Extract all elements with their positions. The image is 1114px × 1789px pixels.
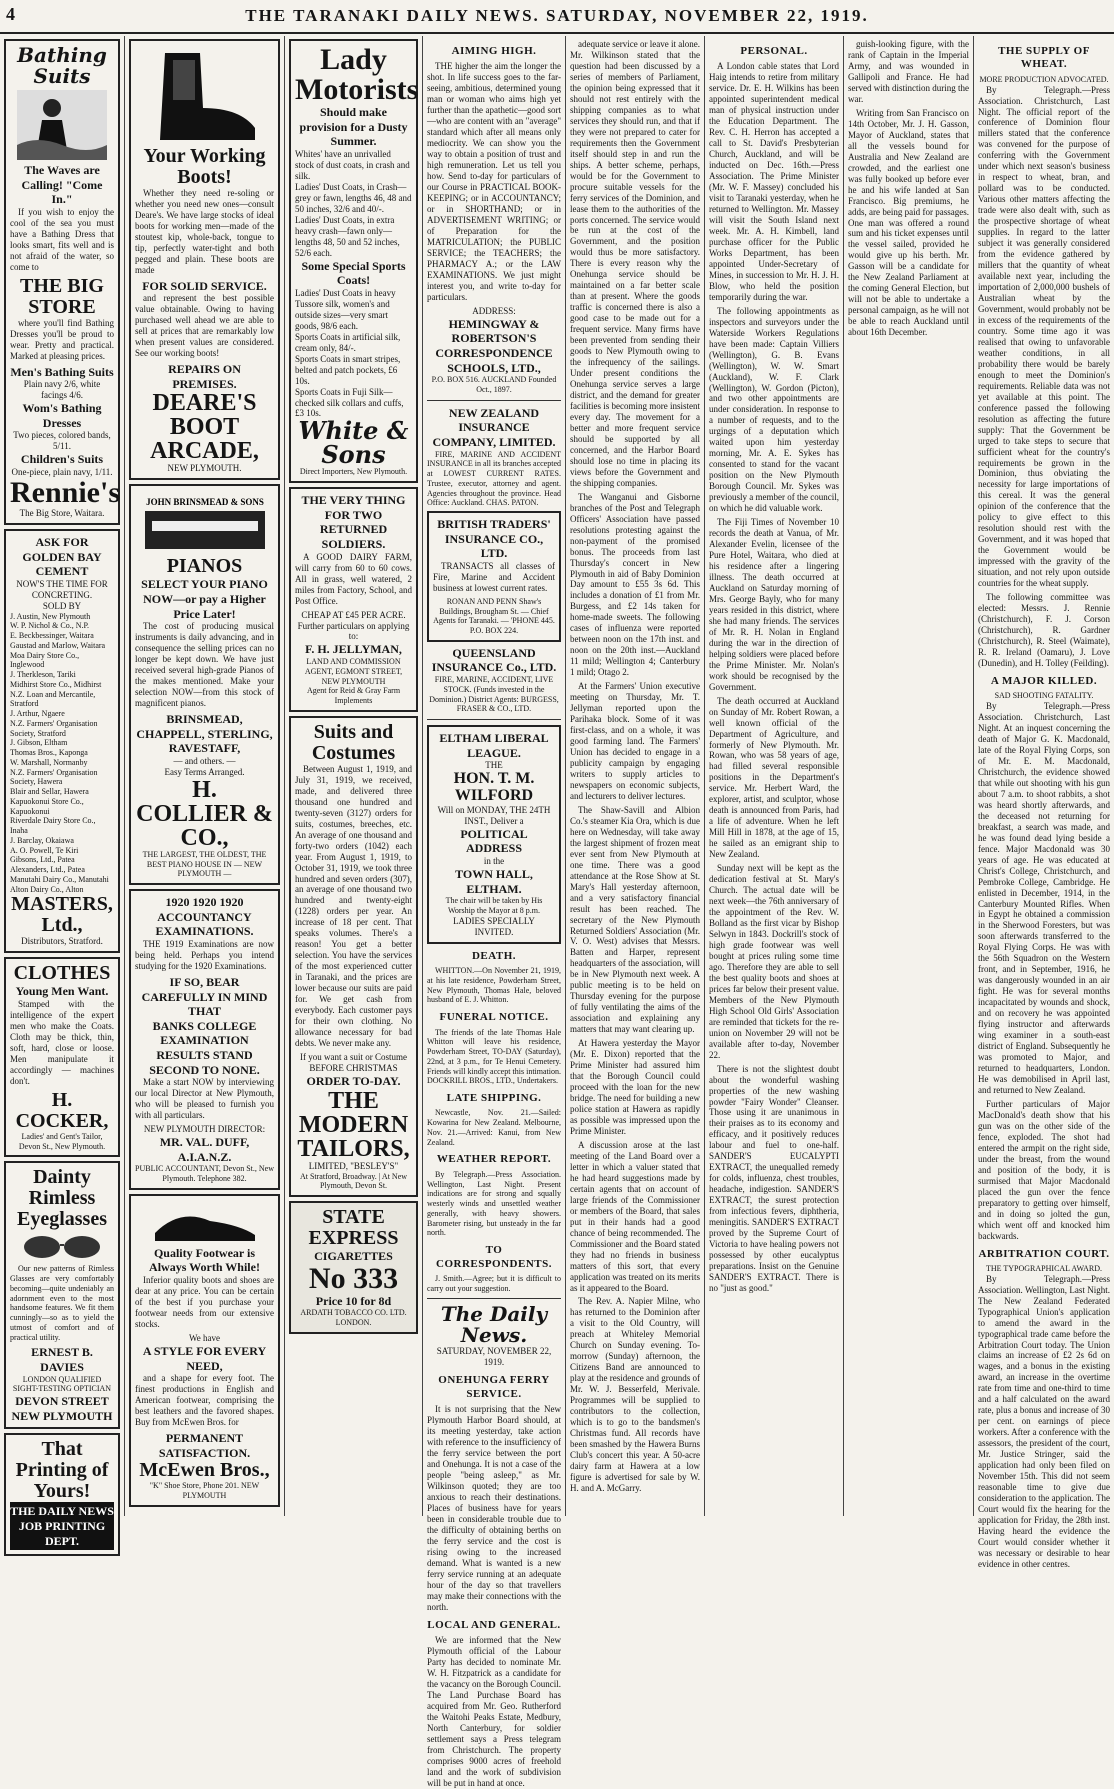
dust-coat-item: Whites' have an unrivalled stock of dust coats, in crash and silk. [295,148,410,181]
boots-solid: FOR SOLID SERVICE. [142,278,267,293]
correspondents-body: J. Smith.—Agree; but it is difficult to carry out your suggestion. [427,1273,561,1293]
cement-agent: Gaustad and Marlow, Waitara [10,640,106,650]
cement-agent: N.Z. Loan and Mercantile, Stratford [10,689,96,709]
modern-tailors-sub: LIMITED, "BESLEY'S" [308,1160,399,1171]
masters-brand: MASTERS, Ltd., [11,893,113,937]
farm-heading: THE VERY THING FOR TWO RETURNED SOLDIERS. [301,493,406,552]
suits-order: ORDER TO-DAY. [306,1073,401,1088]
cement-agent: Thomas Bros., Kaponga [10,748,88,758]
lady-heading: Lady Motorists [295,43,419,106]
cement-agent: Midhirst Store Co., Midhirst [10,679,102,689]
weather-heading: WEATHER REPORT. [436,1153,552,1166]
eltham-the: THE [485,760,503,771]
cocker-brand: H. COCKER, [15,1088,109,1132]
clothes-ad [4,957,120,1157]
lady-items-2 [295,288,412,420]
eyeglasses-icon [17,1233,107,1261]
cement-agent: Moa Dairy Store Co., Inglewood [10,650,80,670]
cement-agent: W. P. Nichol & Co., N.P. [10,621,90,631]
cocker-sub: Ladies' and Gent's Tailor, Devon St., New Plymouth. [18,1131,106,1151]
personal-body-5: Sunday next will be kept as the dedication festival at St. Mary's Church. The actual date will be next week—the 76th anniversary of the appointment of the Rev. W. Bolland as the first vicar by Bishop Selwyn in 1843. Dockrill's stock of high grade footwear was well bought at prices ruling some time ago. Therefore they are able to sell the best quality boots and shoes at prices far below their present value. Members of the New Plymouth High School Old Girls' Association are reminded that tickets for the re-union on November 29 will not be available after to-day, November 22. [709,863,839,1060]
cement-agent: Riverdale Dairy Store Co., Inaha [10,816,96,836]
cement-agent: Alexanders, Ltd., Patea [10,865,85,875]
ferry-continued: adequate service or leave it alone. Mr. Wilkinson stated that the question had been discussed by a series of members of Parliament, the opinion being expressed that it should not rest entirely with the shipping companies as to what services they should run, and that if they were not prepared to cater for requirements then the Government itself should step in and run the ships. A better scheme, perhaps, would be for the Government to procure suitable vessels for the ferry services of the Dominion, and lease them to the authorities of the ports concerned. The service would be run at the cost of the Government, and the position would thus be more satisfactory. There is every reason why the Onehunga service should be maintained on a far better scale than at present. Where the goods traffic is concerned there is also a good case to be made out for a frequent service. Many firms have been prevented from sending their goods to New Plymouth owing to the infrequency of the sailings. Under present conditions the Onehunga service serves a large district, and the demand for greater facilities is becoming more insistent every day. The movement for a better and more frequent service should be supported by all concerned, and the Harbor Board should lose no time in placing its views before the Government and the shipping companies. [570,39,700,488]
aiming-high-body: THE higher the aim the longer the shot. In life success goes to the far-seeing, ambitious, determined young man or woman who aims high yet further than the apathetic—good sort—who are content with an "average" standard which after all means only mediocrity. We can show you the way to obtain a position of trust and high remuneration. Let us tell you how. Send to-day for particulars of our Course in PRACTICAL BOOK-KEEPING; or in ACCOUNTANCY; or in SHORTHAND; or in ADVERTISEMENT WRITING; or of Preparation for the MATRICULATION; the PUBLIC SERVICE; the TEACHERS; the PHARMACY A.; or the LAW EXAMINATIONS. We just might interest you, and write to-day for particulars. [427,61,561,302]
cement-agent: Gibsons, Ltd., Patea [10,855,75,865]
jellyman-sub: LAND AND COMMISSION AGENT, EGMONT STREET, NEW PLYMOUTH [304,657,403,686]
major-killed-body-2: Further particulars of Major MacDonald's death show that his gun was on the other side of the fence, exploded. The shot had entered the armpit on the right side, under the breast, from the wound and position of the body, it is surmised that Major Macdonald placed the gun over the fence preparatory to getting over himself, and in doing so jolted the gun, which went off and knocked him backwards. [978,1098,1110,1241]
collier-sub: THE LARGEST, THE OLDEST, THE BEST PIANO HOUSE IN — NEW PLYMOUTH — [142,849,267,879]
cement-agent: W. Marshall, Normanby [10,757,88,767]
column-4 [423,36,566,1788]
shipping-body: Newcastle, Nov. 21.—Sailed: Kowarina for New Zealand. Melbourne, Nov. 21.—Arrived: Kanui, from New Zealand. [427,1108,561,1147]
arbitration-continued: Writing from San Francisco on 14th October, Mr. J. H. Gasson, Mayor of Auckland, states that all the vessels bound for Australia and New Zealand are crowded, and the earliest one was fully booked up before ever he and his wife landed at San Francisco. Big premiums, he adds, are being paid for passages. One man was offered a round sum and his ticket expenses until the vessel sailed, provided he would give up his berth. Mr. Gasson will be a candidate for the New Zealand Parliament at the coming General Election, but will not be able to undertake a personal campaign, as he will not be able to reach Auckland until about 16th December. [848,107,969,338]
mcewen-brand: McEwen Bros., [139,1459,270,1482]
suits-heading: Suits and Costumes [311,720,396,764]
nz-insurance-heading: NEW ZEALAND INSURANCE COMPANY, LIMITED. [432,405,556,449]
footwear-style: A STYLE FOR EVERY NEED, [142,1343,267,1373]
masters-sub: Distributors, Stratford. [21,936,103,947]
arbitration-body: By Telegraph.—Press Association. Wellington, Last Night. The New Zealand Federated Typographical Union's application to amend the award in the typographical trade came before the Arbitration Court today. The Union claims an increase of £2 2s 6d on wages, and a bonus in the existing award, an increase in the overtime rate from time and one-third to time and a half calculated on the award rate, plus a bonus and increase of 30 per cent. on earnings of piece workers. After a conference with the assessors, the president of the court, Mr. Justice Stringer, said the application had only been filed on November 15th. This did not seem reasonable time to give due consideration to the application. The Court would fix the hearing for the application for Friday, the 28th inst. Having heard the evidence the Court would consider whether it was necessary or desirable to hear evidence in other centres. [978,1273,1110,1569]
piano-illustration-icon [140,493,270,553]
cement-agent: J. Gibson, Eltham [10,738,68,748]
pianos-others: — and others. — [173,755,236,766]
newspaper-title: THE TARANAKI DAILY NEWS. SATURDAY, NOVEMBER 22, 1919. [245,6,869,25]
womens-dresses-body: Two pieces, colored bands, 5/11. [13,430,111,452]
bathing-suits-ad [4,39,120,525]
editorial-date: SATURDAY, NOVEMBER 22, 1919. [436,1346,552,1368]
masthead [0,0,1114,34]
state-express-maker: ARDATH TOBACCO CO. LTD. LONDON. [300,1308,407,1328]
womens-dresses-title: Wom's Bathing Dresses [22,401,102,430]
eltham-name: HON. T. M. WILFORD [453,770,535,805]
boots-heading: Your Working Boots! [143,145,266,188]
eyeglasses-body: Our new patterns of Rimless Glasses are very comfortably becoming—quite undeniably an adornment even to the most handsome features. We fit them cunningly—so as to yield the utmost of comfort and of practical utility. [10,1264,114,1342]
bathing-heading: Bathing Suits [17,43,107,88]
davies-sub: LONDON QUALIFIED SIGHT-TESTING OPTICIAN [12,1374,112,1394]
death-heading: DEATH. [471,949,517,962]
personal-heading: PERSONAL. [740,45,808,57]
mens-suits-body: Plain navy 2/6, white facings 4/6. [23,379,101,401]
eltham-liberal-ad [427,725,561,944]
footwear-body: Inferior quality boots and shoes are dear at any price. You can be certain of the best if you purchase your footwear needs from our extensive stocks. [135,1275,274,1329]
farm-apply: Further particulars on applying to: [297,620,410,642]
eyeglasses-heading: Dainty Rimless Eyeglasses [17,1166,107,1231]
lady-items [295,149,412,259]
british-traders-agents: RONAN AND PENN Shaw's Buildings, Brougham St. — Chief Agents for Taranaki. — 'PHONE 445. P.O. BOX 224. [433,596,555,636]
mens-suits-title: Men's Bathing Suits [10,364,114,379]
bathing-body: If you wish to enjoy the cool of the sea you must have a Bathing Dress that looks smart, fits well and is not afraid of the water, so come to [10,206,114,272]
footwear-we-have: We have [188,1332,220,1343]
big-store-body: where you'll find Bathing Dresses you'll be proud to wear. Pretty and practical. Marked at pleasing prices. [10,317,114,361]
cement-product: GOLDEN BAY CEMENT [22,549,102,579]
boots-repairs: REPAIRS ON PREMISES. [168,362,241,391]
arbitration-sub: THE TYPOGRAPHICAL AWARD. [985,1263,1103,1273]
personal-body-6: There is not the slightest doubt about the wonderful washing properties of the new washing powder "Fairy Wonder" Cleanser. Those using it are unanimous in their praises as to its economy and efficacy, and it positively reduces labour and fuel to one-half. SANDER'S EUCALYPTI EXTRACT, the unequalled remedy for colds, influenza, chest troubles, headache, indigestion. SANDER'S EXTRACT, the surest protection from infectious fevers, diphtheria, meningitis. SANDER'S EXTRACT proved by the Supreme Court of Victoria to have healing powers not possessed by other eucalyptus preparations. Insist on the Genuine SANDER'S EXTRACT. There is no "just as good." [709,1063,839,1293]
accountancy-body: THE 1919 Examinations are now being held. Perhaps you intend studying for the 1920 Examinations. [135,938,274,971]
local-item-1: The Wanganui and Gisborne branches of the Post and Telegraph Officers' Association have passed resolutions protesting against the non-payment of the promised bonus. The proceeds from last Thursday's concert in New Plymouth in aid of Baby Dominion Day amount to £55 3s 6d. This includes a donation of £1 from Mr. Burgess, and £2 14s taken for home-made sweets. The following cases of influenza were reported between noon on the 17th inst. and noon on the 20th inst.—Auckland 11 mild; Wellington 4; Canterbury 1 mild; Otago 2. [570,491,700,678]
collier-brand: H. COLLIER & CO., [136,776,273,851]
accountancy-body2: Make a start NOW by interviewing our local Director at New Plymouth, who will be pleased to furnish you with all particulars. [135,1077,274,1121]
column-6 [705,36,844,1516]
suits-body: Between August 1, 1919, and July 31, 1919, we received, made, and delivered three thousand one hundred and twenty-seven (3127) orders for suits, costumes, breeches, etc. An average of one thousand and forty-two orders (1042) each year. From August 1, 1919, to October 31, 1919, we took three hundred and seven orders (307), an average of one thousand two hundred and twenty-eight (1228) orders per year. An increase of 18 per cent. That speaks volumes. There's a reason! You get a better selection. You have the services of the most experienced cutter in Taranaki, and the prices are lower because our suits are paid for. We get cash from everybody. Each customer pays for their own clothing. No allowance necessary for bad debts. We never make any. [295,763,412,1049]
state-express-sub: CIGARETTES [314,1249,393,1264]
shipping-heading: LATE SHIPPING. [446,1092,542,1105]
pianos-heading: PIANOS [166,555,243,578]
major-killed-sub: SAD SHOOTING FATALITY. [994,691,1094,701]
bather-illustration-icon [17,90,107,160]
director-name: MR. VAL. DUFF, A.I.A.N.Z. [159,1135,250,1164]
local-general-body: We are informed that the New Plymouth official of the Labour Party has decided to nominate Mr. W. H. Fitzpatrick as a candidate for the vacancy on the Borough Council. The Land Purchase Board has acquired from Mr. Geo. Rutherford the Waitohi Peaks Estate, Medbury, North Canterbury, for soldier settlement says a Press telegram from Christchurch. The property comprises 9000 acres of freehold land and the work of subdivision will be put in hand at once. [427,1635,561,1788]
state-express-ad [289,1201,418,1334]
davies-place: DEVON STREET NEW PLYMOUTH [11,1394,113,1423]
sports-coat-item: Sports Coats in artificial silk, cream only, 84/-. [295,331,401,353]
clothes-sub: Young Men Want. [15,984,109,999]
cement-agent-list [10,612,114,895]
eltham-in: in the [483,856,505,867]
cement-now: NOW'S THE TIME FOR CONCRETING. [16,578,108,600]
footwear-body2: and a shape for every foot. The finest productions in English and American footwear, comprising the best leathers and the favored shapes. Buy from McEwen Bros. for [135,1373,274,1428]
cement-agent: J. Arthur, Ngaere [10,709,65,719]
eltham-address: POLITICAL ADDRESS [460,826,528,856]
accountancy-years: 1920 1920 1920 [165,895,244,910]
dust-coat-item: Ladies' Dust Coats, in Crash—grey or fawn, lengths 46, 48 and 50 inches, 32/6 and 40/-. [295,181,412,214]
arbitration-heading: ARBITRATION COURT. [978,1247,1110,1260]
footwear-ad [129,1194,280,1507]
suits-body2: If you want a suit or Costume BEFORE CHRISTMAS [300,1052,407,1073]
director-label: NEW PLYMOUTH DIRECTOR: [143,1124,266,1135]
printing-ad [4,1433,120,1556]
piano-sign: JOHN BRINSMEAD & SONS [145,497,264,508]
footwear-satisfaction: PERMANENT SATISFACTION. [158,1431,251,1460]
british-traders-ad [427,511,561,642]
column-8 [974,36,1114,1569]
boot-illustration-icon [145,48,265,143]
rennies-brand: Rennie's [10,475,121,509]
farm-price: CHEAP AT £45 PER ACRE. [301,609,406,620]
nz-insurance-body: FIRE, MARINE AND ACCIDENT INSURANCE in all its branches accepted at LOWEST CURRENT RATES. Trustee, executor, attorney and agent. Agencies throughout the province. Head Office: Auckland. CHAS. PATON. [427,449,561,508]
state-express-brand: STATE EXPRESS [308,1206,399,1250]
cement-agent: E. Beckbessinger, Waitara [10,631,94,641]
column-1 [0,36,125,1548]
aiming-address-label: ADDRESS: [472,305,516,316]
eltham-will: Will on MONDAY, THE 24TH INST., Deliver a [437,804,551,826]
local-general-heading: LOCAL AND GENERAL. [427,1618,561,1631]
correspondents-heading: TO CORRESPONDENTS. [436,1244,552,1270]
pianos-makers: BRINSMEAD, CHAPPELL, STERLING, RAVESTAFF, [136,712,273,756]
director-sub: PUBLIC ACCOUNTANT, Devon St., New Plymouth. Telephone 382. [135,1164,274,1184]
major-killed-heading: A MAJOR KILLED. [990,674,1098,687]
modern-tailors-places: At Stratford, Broadway. | At New Plymouth, Devon St. [299,1171,408,1191]
cement-agent: Kapuokonui Store Co., Kapuokonui [10,796,84,816]
cement-agent: J. Austin, New Plymouth [10,611,91,621]
cement-agent: J. Therkleson, Tariki [10,670,76,680]
local-item-2: At the Farmers' Union executive meeting on Thursday, Mr. T. Jellyman reported upon the Parihaka block. Some of it was first-class, and on a whole, it was good farming land. The Farmers' Union has decided to engage in a publicity campaign by engaging writers to supply articles to newspapers on economic subjects, and lecturers to deliver lectures. [570,681,700,801]
accountancy-banks: BANKS COLLEGE EXAMINATION RESULTS STAND SECOND TO NONE. [149,1018,260,1077]
eltham-heading: ELTHAM LIBERAL LEAGUE. [439,731,549,760]
queensland-heading: QUEENSLAND INSURANCE Co., LTD. [431,645,557,675]
modern-tailors-brand: THE MODERN TAILORS, [297,1087,410,1162]
white-sons-sub: Direct Importers, New Plymouth. [299,467,408,477]
aiming-high-heading: AIMING HIGH. [451,45,537,57]
local-item-6: The Rev. A. Napier Milne, who has returned to the Dominion after a visit to the Old Country, will preach at Whiteley Memorial Church on Sunday evening. To-morrow (Sunday) afternoon, the Citizens Band are announced to play at the residence and grounds of Mr. W. J. Besserfeld, Merivale. Programmes will be supplied to contributors to the collection, which is to go to the bandsmen's Christmas fund. All records have been smashed by the Hawera Burns Club's concert this year. A 50-acre dairy farm at Hawera at a low figure is advertised for sale by W. H. and A. McGarry. [570,1296,700,1493]
local-item-3: The Shaw-Savill and Albion Co.'s steamer Kia Ora, which is due here on Wednesday, will take away the largest shipment of frozen meat ever sent from New Plymouth at one time. There was a good attendance at the Rose Show at St. Mary's Hall yesterday afternoon, and a very satisfactory financial result has been reached. The secretary of the New Plymouth Returned Soldiers' Association (Mr. V. O. West) advises that Messrs. Batten and Harper, represent headquarters of the association, will be in New Plymouth next week. A public meeting is to be held on Thursday evening for the purpose of fully ventilating the aims of the association and explaining any matters that may want clearing up. [570,804,700,1035]
clothes-heading: CLOTHES [13,962,111,985]
mcewen-sub: "K" Shoe Store, Phone 201. NEW PLYMOUTH [149,1481,260,1500]
sports-coat-item: Ladies' Dust Coats in heavy Tussore silk, women's and outside sizes—very smart goods, 98/6 each. [295,287,396,331]
big-store-name: THE BIG STORE [20,274,104,318]
working-boots-ad [129,39,280,480]
pianos-terms: Easy Terms Arranged. [164,766,245,777]
sports-coat-item: Sports Coats in Fuji Silk—checked silk collars and cuffs, £3 10s. [295,386,404,419]
ferry-body: It is not surprising that the New Plymouth Harbor Board should, at its meeting yesterday, take action with reference to the insufficiency of the ferry service between the port and Onehunga. It is not a case of the people "being asleep," as Mr. Wilkinson quoted; they are too anxious to reach their destinations. Places of business have for years been in considerable trouble due to the difficulty of obtaining berths on the ferry service and the cost is rising owing to the increased demand. What is wanted is a new ferry service running at an adequate hour of the day so that travellers may make their connections with the north. [427,1404,561,1612]
golden-bay-cement-ad [4,529,120,954]
accountancy-ad [129,889,280,1190]
death-body: WHITTON.—On November 21, 1919, at his late residence, Powderham Street, New Plymouth, Thomas Hale, beloved husband of E. J. Whitton. [427,966,561,1005]
funeral-heading: FUNERAL NOTICE. [439,1011,549,1024]
daily-news-masthead: The Daily News. [440,1302,548,1348]
farm-ad [289,487,418,712]
page-number: 4 [6,4,15,24]
dust-coat-item: Ladies' Dust Coats, in extra heavy crash—fawn only—lengths 48, 50 and 52 inches, 52/6 each. [295,214,400,258]
accountancy-heading: ACCOUNTANCY EXAMINATIONS. [155,909,254,939]
cement-agent: Blair and Sellar, Hawera [10,787,89,797]
rennies-sub: The Big Store, Waitara. [19,507,105,518]
cement-agent: Alton Dairy Co., Alton [10,884,84,894]
pianos-body: The cost of producing musical instruments is daily advancing, and in consequence the selling prices can no longer be kept down. We have just received several high-grade Pianos of the makes mentioned. Make your selection NOW—from this stock of magnificent pianos. [135,621,274,709]
white-sons-brand: White & Sons [298,416,409,470]
major-killed-body: By Telegraph.—Press Association. Christchurch, Last Night. At an inquest concerning the death of Major G. K. Macdonald, late of the Royal Flying Corps, son of Mr. E. M. Macdonald, Christchurch, the evidence showed that while out shooting with his gun about 7 a.m. to shoot rabbits, a shot was heard shortly afterwards, and the deceased not returning for breakfast, a search was made, and he was found dead lying beside a fence. Major Macdonald was 30 years of age. He was educated at Christ's College, Christchurch, and Pembroke College, Cambridge. He enlisted in December, 1914, in the Canterbury Mounted Rifles. When in Egypt he obtained a commission in the Sherwood Foresters, but was soon afterwards transferred to the Royal Flying Corps. He was with the 56th Squadron on the Western front, and in September, 1916, he was dangerously wounded in an air fight. He was for several months incapacitated by wounds and shock, and on recovery he was appointed flying instructor and afterwards wing examiner in a south-east district of England. Subsequently he was promoted to Major, and returned to headquarters, London. He was demobilised in April last, and returned to New Zealand. [978,701,1110,1095]
column-3 [285,36,423,1516]
eltham-ladies: LADIES SPECIALLY INVITED. [453,915,535,937]
deares-sub: NEW PLYMOUTH. [167,463,242,474]
hemingway-sub: P.O. BOX 516. AUCKLAND Founded Oct., 1897. [431,375,557,394]
pianos-ad [129,484,280,885]
printing-footer: THE DAILY NEWS JOB PRINTING DEPT. [10,1502,114,1550]
accountancy-if-so: IF SO, BEAR CAREFULLY IN MIND THAT [141,974,268,1019]
childrens-suits-title: Children's Suits [20,452,104,467]
shoe-illustration-icon [150,1203,260,1243]
british-traders-heading: BRITISH TRADERS' INSURANCE CO., LTD. [437,517,551,561]
eyeglasses-ad [4,1161,120,1429]
boots-body: Whether they need re-soling or whether you need new ones—consult Deare's. We have large stocks of ideal boots for working men—made of the stoutest kip, whole-back, tongue to tip, perfectly water-tight and both pegged and plain. These boots are made [135,188,274,275]
clothes-body: Stamped with the intelligence of the expert men who make the Coats. Cloth may be thick, thin, soft, hard, close or loose. Men manipulate it accordingly — machines don't. [10,999,114,1086]
lady-special: Some Special Sports Coats! [301,258,406,288]
cement-agent: N.Z. Farmers' Organisation Society, Stratford [10,718,98,738]
printing-heading: That Printing of Yours! [15,1438,109,1503]
cement-ask: ASK FOR [35,534,89,549]
local-item-4: At Hawera yesterday the Mayor (Mr. E. Dixon) reported that the Prime Minister had assured him that the Borough Council could proceed with the loan for the new bridge. The need for building a new police station at Hawera as rapidly as possible was impressed upon the Prime Minister. [570,1038,700,1136]
wheat-body: By Telegraph.—Press Association. Christchurch, Last Night. The official report of the conference of Dominion flour millers stated that the conference was convened for the purpose of conferring with the Government under which next season's business in respect to wheat, bran, and pollard was to be conducted. Various other matters affecting the trade were also dealt with, such as the prospective shortage of wheat supplies. In regard to the latter subject it was generally considered from the evidence gathered by millers that the quantity of wheat available next year, including the importation of 2,000,000 bushels of Australian wheat by the Government, would probably not be in excess of the requirements of the country. Some time ago it was realised that owing to unfavorable weather conditions, in all probability there would be barely enough to meet the Dominion's requirements. Reliable data was not yet available at this point. The conference passed the following resolution as affecting the future supply: That the Government be urged to take steps to secure that sufficient wheat for the country's requirements be grown in the Dominion, thus obviating the necessity for large importations of this cereal. It was the general opinion of the conference that the policy to give effect to this resolution should rest with the Government, and it was hoped that the Government would be impressed with the gravity of the situation, and not rely upon outside countries for the wheat supply. [978,84,1110,589]
boots-body2: and represent the best possible value obtainable. Owing to having purchased well ahead we are able to sell at prices that are remarkably low when present values are considered. See our working boots! [135,293,274,359]
cement-agent: A. O. Powell, Te Kiri [10,845,79,855]
british-traders-body: TRANSACTS all classes of Fire, Marine and Accident business at lowest current rates. [433,560,555,593]
lady-sub: Should make provision for a Dusty Summer. [299,105,408,149]
jellyman-name: F. H. JELLYMAN, [305,642,402,657]
wheat-sub: MORE PRODUCTION ADVOCATED. [979,74,1109,84]
footwear-heading: Quality Footwear is Always Worth While! [149,1245,260,1275]
childrens-suits-body: One-piece, plain navy, 1/11. [11,466,113,477]
column-5 [566,36,705,1516]
column-7 [844,36,974,1516]
wheat-heading: THE SUPPLY OF WHEAT. [998,45,1090,71]
state-express-price: Price 10 for 8d [315,1293,392,1308]
state-express-number: No 333 [308,1261,399,1295]
personal-body-4: The death occurred at Auckland on Sunday of Mr. Robert Rowan, a well known official of the Department of Agriculture, and formerly of New Plymouth. Mr. Rowan, who was 58 years of age, had filled several responsible positions in the Department's service. Mr. Herbert Ward, the explorer, artist, and sculptor, whose death is announced from Paris, had a life of adventure. When he left Mill Hill in 1878, at the age of 15, he sailed as an emigrant ship to New Zealand. [709,695,839,860]
personal-body-2: The following appointments as inspectors and surveyors under the Waterside Workers Regulations have been made: Captain Villiers (Wellington), G. B. Evans (Wellington), W. W. Smart (Auckland), W. F. Clark (Wellington), W. Gordon (Picton), and two other appointments are under consideration. In response to a number of requests, and to the urgings of a deputation which waited upon him yesterday morning, Mr. A. E. Sykes has consented to stand for the vacant position on the New Plymouth Borough Council. Mr. Sykes was previously a member of the council, on which he did valuable work. [709,305,839,514]
hemingway-school: HEMINGWAY & ROBERTSON'S CORRESPONDENCE SCHOOLS, LTD., [435,316,553,375]
bathing-tagline: The Waves are Calling! "Come In." [21,163,103,207]
suits-costumes-ad [289,716,418,1197]
deares-brand: DEARE'S BOOT ARCADE, [150,390,259,465]
eltham-chair: The chair will be taken by His Worship the Mayor at 8 p.m. [445,896,543,916]
queensland-body: FIRE, MARINE, ACCIDENT, LIVE STOCK. (Funds invested in the Dominion.) District Agents: BURGESS, FRASER & CO., LTD. [429,675,559,714]
davies-brand: ERNEST B. DAVIES [31,1345,93,1374]
cement-agent: J. Barclay, Okaiawa [10,835,74,845]
cement-sold-by: SOLD BY [42,600,82,611]
col7-continued: guish-looking figure, with the rank of Captain in the Imperial Army, and was wounded in Gallipoli and France. He had served with distinction during the war. [848,39,969,104]
pianos-sub: SELECT YOUR PIANO NOW—or pay a Higher Price Later! [141,577,268,621]
personal-body-1: A London cable states that Lord Haig intends to retire from military service. Dr. E. H. Wilkins has been appointed superintendent medical man of physical instruction under the Education Department. The Rev. C. H. Herron has accepted a call to St. David's Presbyterian Church, Auckland, and will be inducted on Dec. 16th.—Press Association. The Prime Minister (Mr. W. F. Massey) concluded his visit to Taranaki yesterday, when he returned to Wellington. Mr. Massey will visit the South Island next week. Mr. A. H. Kimbell, land purchase officer for the Public Works Department, has been appointed Under-Secretary of Mines, in succession to Mr. H. J. H. Blow, who held the position temporarily during the war. [709,61,839,302]
lady-motorists-ad [289,39,418,483]
column-2 [125,36,285,1516]
cement-agent: N.Z. Farmers' Organisation Society, Hawera [10,767,98,787]
wheat-body-2: The following committee was elected: Messrs. J. Rennie (Christchurch), F. J. Corson (Christchurch), R. Gardner (Christchurch), R. Steel (Waimate), R. R. Ireland (Oamaru), J. Love (Dunedin), and H. Tolley (Feilding). [978,592,1110,668]
eltham-hall: TOWN HALL, ELTHAM. [455,867,533,896]
local-item-5: A discussion arose at the last meeting of the Land Board over a letter in which a valuer stated that he had heard suggestions made by certain agents that on account of large friends of the Commissioner or members of the Board, that sales put in their hands had a good chance of being recommended. The Commissioner and the Board stated they had no friends in business matters of this sort, that every application was treated on its merits as it appeared to the Board. [570,1139,700,1293]
weather-body: By Telegraph.—Press Association. Wellington, Last Night. Present indications are for strong and squally westerly winds and unsettled weather generally, with heavy showers. Barometer rising, but unsteady in the far north. [427,1169,561,1238]
cement-agent: Manutahi Dairy Co., Manutahi [10,874,109,884]
funeral-body: The friends of the late Thomas Hale Whitton will leave his residence, Powderham Street, TO-DAY (Saturday), 22nd, at 3 p.m., for Te Henui Cemetery. Friends will kindly accept this intimation. DOCKRILL BROS., LTD., Undertakers. [427,1027,561,1086]
sports-coat-item: Sports Coats in smart stripes, belted and patch pockets, £6 10s. [295,353,401,386]
ferry-heading: ONEHUNGA FERRY SERVICE. [438,1374,550,1400]
farm-body: A GOOD DAIRY FARM, will carry from 60 to 60 cows. All in grass, well watered, 2 miles from Factory, School, and Post Office. [295,551,412,606]
personal-body-3: The Fiji Times of November 10 records the death at Vanua, of Mr. Alexander Evelin, licensee of the Pure Hotel, Waitara, who died at his residence after a lingering illness. The death occurred at Auckland on Saturday morning of Mrs. George Bayly, who for many years resided in this district, where she had many friends. The services of Mr. R. H. Nolan in England during the war in the direction of helping soldiers were placed before the Prime Minister. Mr. Nolan's work should be recognised by the Government. [709,517,839,692]
jellyman-sub2: Agent for Reid & Gray Farm Implements [306,686,401,706]
